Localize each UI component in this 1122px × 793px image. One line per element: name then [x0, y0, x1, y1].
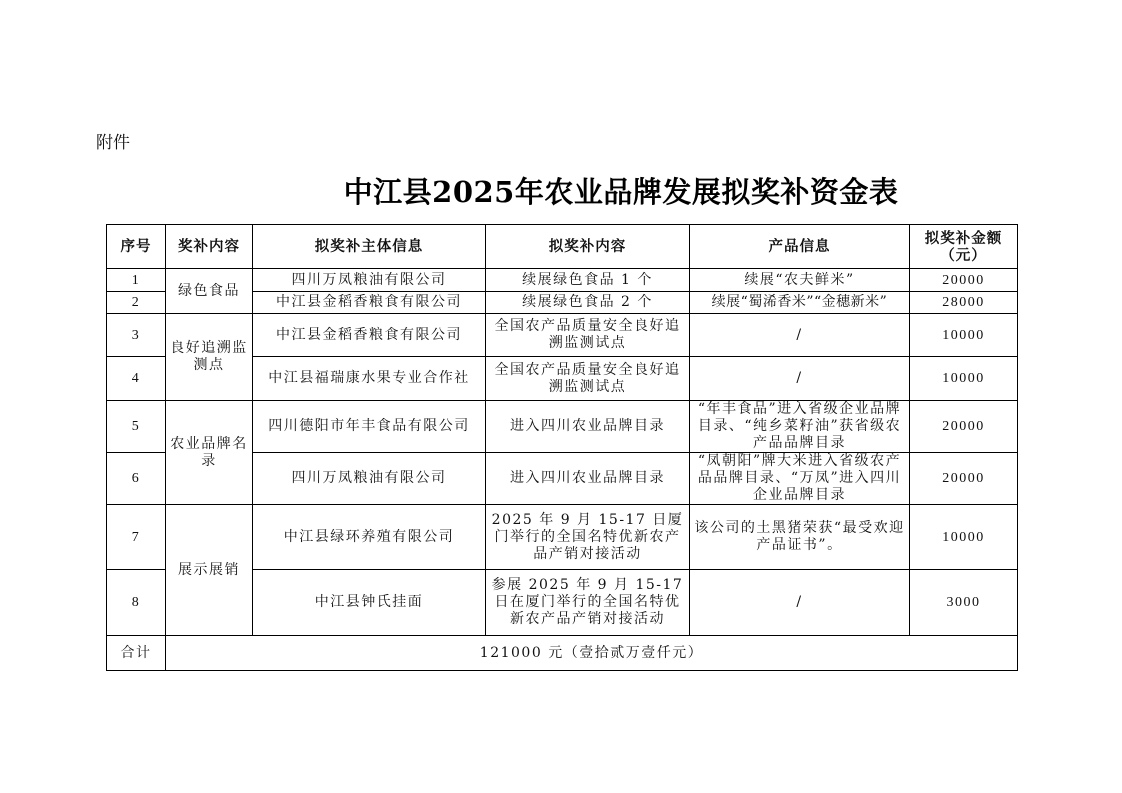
total-row: [107, 636, 1018, 671]
header-product: 产品信息: [690, 225, 910, 269]
content-cell: 2025 年 9 月 15-17 日厦门举行的全国名特优新农产品产销对接活动: [486, 505, 690, 570]
row-index: 7: [107, 505, 166, 570]
entity-cell: 中江县金稻香粮食有限公司: [253, 314, 486, 357]
row-index: 6: [107, 453, 166, 505]
page-title: 中江县2025年农业品牌发展拟奖补资金表: [343, 175, 899, 209]
row-index: 3: [107, 314, 166, 357]
attachment-label: 附件: [96, 133, 130, 153]
table-row: [107, 401, 1018, 453]
header-amount-line1: 拟奖补金额: [924, 229, 1003, 247]
content-cell: 进入四川农业品牌目录: [486, 401, 690, 453]
header-entity: 拟奖补主体信息: [253, 225, 486, 269]
product-cell: 续展“蜀浠香米”“金穗新米”: [690, 292, 910, 314]
entity-cell: 四川德阳市年丰食品有限公司: [253, 401, 486, 453]
category-cell: 展示展销: [166, 505, 253, 636]
header-amount-line2: （元）: [940, 246, 987, 264]
content-cell: 进入四川农业品牌目录: [486, 453, 690, 505]
amount-cell: 20000: [910, 269, 1018, 292]
category-cell: 良好追溯监测点: [166, 314, 253, 401]
amount-cell: 20000: [910, 401, 1018, 453]
table-row: [107, 269, 1018, 292]
row-index: 1: [107, 269, 166, 292]
entity-cell: 中江县福瑞康水果专业合作社: [253, 357, 486, 401]
product-cell: “年丰食品”进入省级企业品牌目录、“纯乡菜籽油”获省级农产品品牌目录: [690, 401, 910, 453]
entity-cell: 四川万凤粮油有限公司: [253, 269, 486, 292]
amount-cell: 20000: [910, 453, 1018, 505]
amount-cell: 10000: [910, 505, 1018, 570]
category-cell: 绿色食品: [166, 269, 253, 314]
row-index: 4: [107, 357, 166, 401]
content-cell: 续展绿色食品 1 个: [486, 269, 690, 292]
product-cell: /: [690, 314, 910, 357]
content-cell: 续展绿色食品 2 个: [486, 292, 690, 314]
header-index: 序号: [107, 225, 166, 269]
table-row: [107, 505, 1018, 570]
header-amount: [910, 225, 1018, 269]
total-value: 121000 元（壹拾贰万壹仟元）: [166, 636, 1018, 671]
table-row: [107, 314, 1018, 357]
entity-cell: 中江县钟氏挂面: [253, 570, 486, 636]
table-header-row: [107, 225, 1018, 269]
row-index: 2: [107, 292, 166, 314]
row-index: 5: [107, 401, 166, 453]
content-cell: 全国农产品质量安全良好追溯监测试点: [486, 357, 690, 401]
amount-cell: 3000: [910, 570, 1018, 636]
total-label: 合计: [107, 636, 166, 671]
amount-cell: 28000: [910, 292, 1018, 314]
entity-cell: 中江县绿环养殖有限公司: [253, 505, 486, 570]
product-cell: “凤朝阳”牌大米进入省级农产品品牌目录、“万凤”进入四川企业品牌目录: [690, 453, 910, 505]
subsidy-table: [106, 224, 1018, 671]
entity-cell: 中江县金稻香粮食有限公司: [253, 292, 486, 314]
header-category: 奖补内容: [166, 225, 253, 269]
product-cell: /: [690, 570, 910, 636]
content-cell: 全国农产品质量安全良好追溯监测试点: [486, 314, 690, 357]
amount-cell: 10000: [910, 314, 1018, 357]
entity-cell: 四川万凤粮油有限公司: [253, 453, 486, 505]
product-cell: /: [690, 357, 910, 401]
content-cell: 参展 2025 年 9 月 15-17 日在厦门举行的全国名特优新农产品产销对接活动: [486, 570, 690, 636]
row-index: 8: [107, 570, 166, 636]
product-cell: 续展“农夫鲜米”: [690, 269, 910, 292]
header-content: 拟奖补内容: [486, 225, 690, 269]
category-cell: 农业品牌名录: [166, 401, 253, 505]
amount-cell: 10000: [910, 357, 1018, 401]
product-cell: 该公司的土黑猪荣获“最受欢迎产品证书”。: [690, 505, 910, 570]
